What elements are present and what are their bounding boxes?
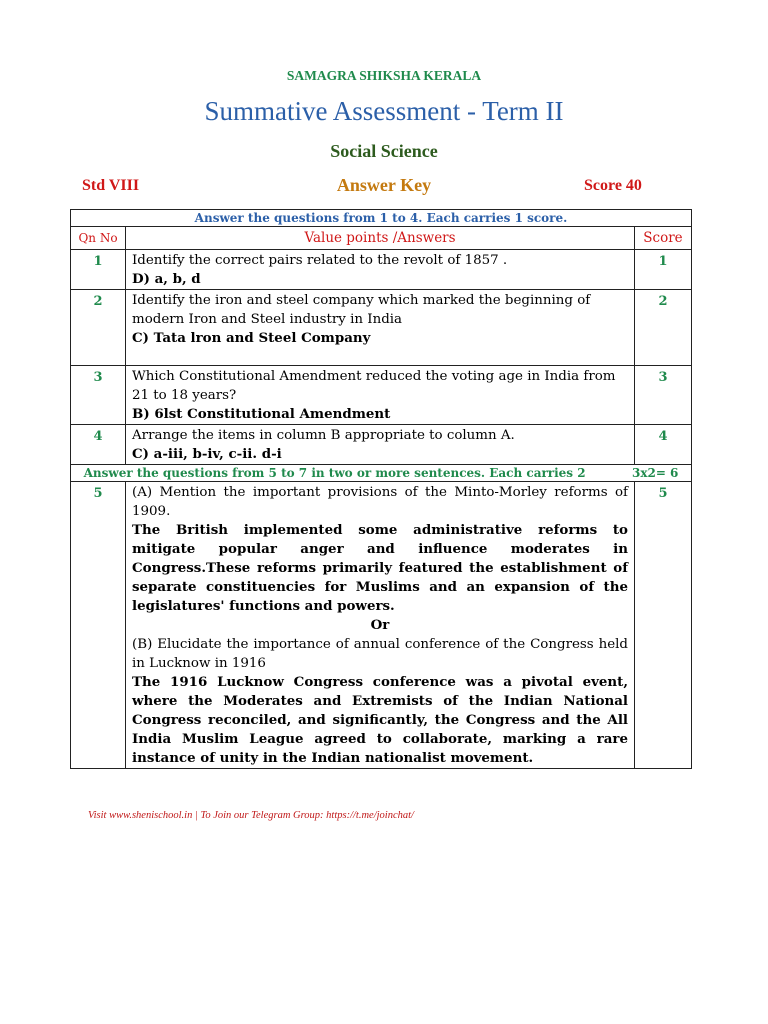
answer-table [70,209,692,769]
score-value: 3 [635,366,692,425]
question-number: 4 [71,425,126,465]
answer-text: C) a-iii, b-iv, c-ii. d-i [132,446,282,462]
std-label: Std VIII [82,177,140,194]
organization-name: SAMAGRA SHIKSHA KERALA [286,68,482,83]
column-header-row [71,227,692,250]
question-5b-text: (B) Elucidate the importance of annual conference of the Congress held in Lucknow in 1916 [132,637,628,671]
question-text: Identify the iron and steel company which marked the beginning of modern Iron and Steel industry in India [132,293,591,327]
table-row [71,290,692,366]
score-value: 5 [635,482,692,769]
column-header-value-points: Value points /Answers [126,227,635,250]
question-number: 1 [71,250,126,290]
total-score-label: Score 40 [584,177,642,194]
answer-text: B) 6lst Constitutional Amendment [132,406,391,422]
question-cell [126,366,635,425]
answer-text: D) a, b, d [132,271,201,287]
question-text: Identify the correct pairs related to the revolt of 1857 . [132,253,508,268]
section-2-header [71,465,692,482]
answer-key-label: Answer Key [336,175,432,195]
answer-text: C) Tata lron and Steel Company [132,330,371,346]
question-5a-text: (A) Mention the important provisions of the Minto-Morley reforms of 1909. [132,485,628,519]
or-separator: Or [370,617,390,633]
score-value: 4 [635,425,692,465]
question-cell [126,250,635,290]
section-2-score: 3x2= 6 [631,466,679,480]
question-cell [126,482,635,769]
question-text: Arrange the items in column B appropriate to column A. [132,428,515,443]
question-cell [126,425,635,465]
section-header-row [71,465,692,482]
table-row [71,482,692,769]
column-header-qn: Qn No [71,227,126,250]
table-row [71,425,692,465]
subject-title: Social Science [330,141,438,161]
page-title: Summative Assessment - Term II [204,96,564,126]
answer-5b-text: The 1916 Lucknow Congress conference was a pivotal event, where the Moderates and Extremists of the Indian National Congress reconciled, and significantly, the Congress and the All India Muslim League agreed to collaborate, marking a rare instance of unity in the Indian nationalist movement. [132,674,628,766]
question-number: 5 [71,482,126,769]
section-1-instruction: Answer the questions from 1 to 4. Each carries 1 score. [71,210,692,227]
section-header-row [71,210,692,227]
score-value: 1 [635,250,692,290]
question-text: Which Constitutional Amendment reduced the voting age in India from 21 to 18 years? [132,369,616,403]
score-value: 2 [635,290,692,366]
section-2-instruction: Answer the questions from 5 to 7 in two or more sentences. Each carries 2 [83,466,586,480]
table-row [71,366,692,425]
table-row [71,250,692,290]
question-number: 2 [71,290,126,366]
footer-link-text[interactable]: Visit www.shenischool.in | To Join our Telegram Group: https://t.me/joinchat/ [88,810,414,821]
column-header-score: Score [635,227,692,250]
question-number: 3 [71,366,126,425]
question-cell [126,290,635,366]
answer-5a-text: The British implemented some administrative reforms to mitigate popular anger and influence moderates in Congress.These reforms primarily featured the establishment of separate constituencies for Muslims and an expansion of the legislatures' functions and powers. [132,522,628,614]
